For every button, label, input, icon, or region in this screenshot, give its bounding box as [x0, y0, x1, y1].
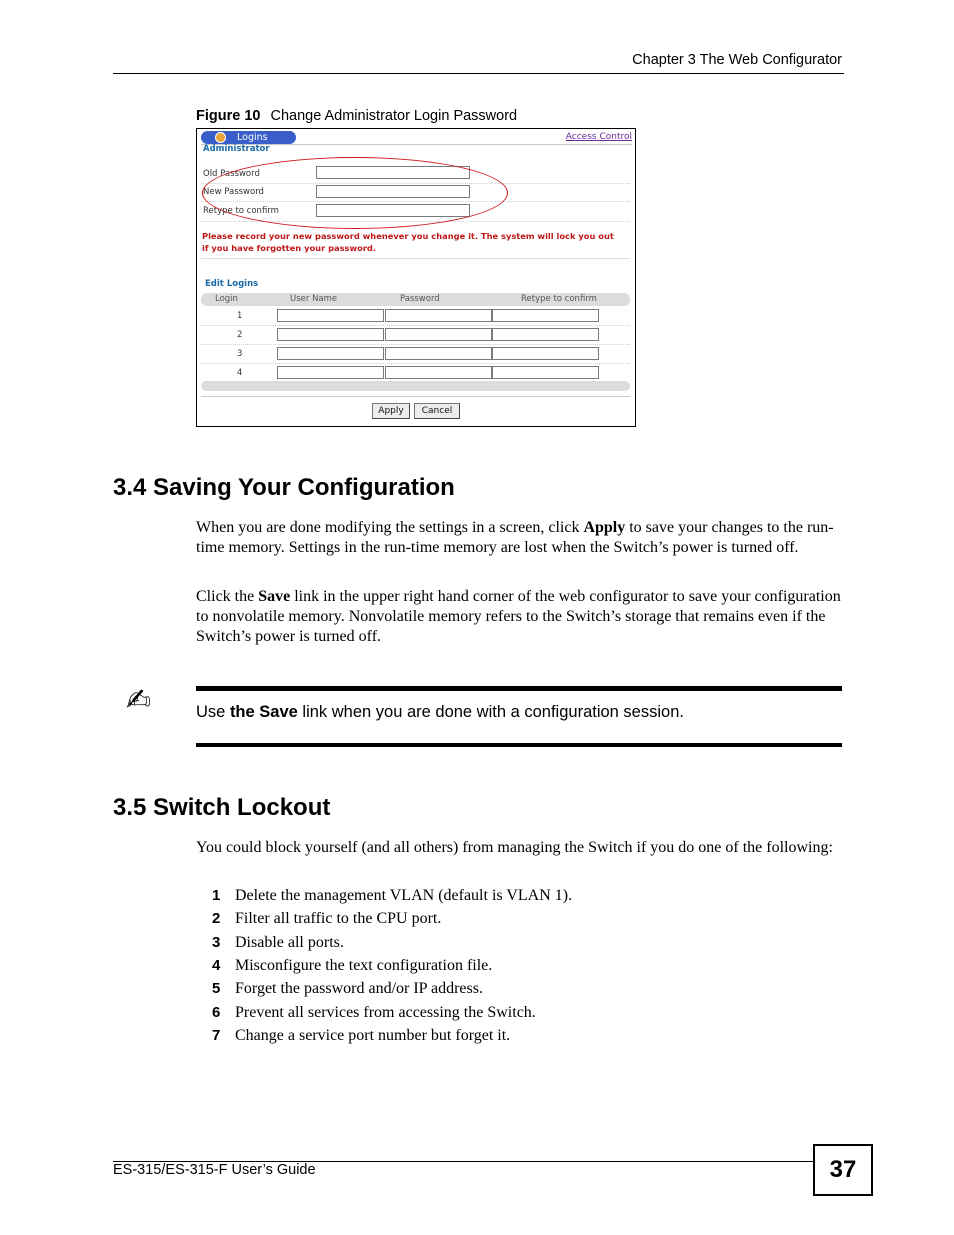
login-number: 2	[237, 330, 243, 340]
logins-table-header	[201, 293, 630, 306]
section-3-5-intro: You could block yourself (and all others) from managing the Switch if you do one of the following:	[196, 839, 833, 856]
section-3-4-paragraph-2: Click the Save link in the upper right hand corner of the web configurator to save your configuration to nonvolatile memory. Nonvolatile memory refers to the Switch’s storage that remains even if the Switch’s power is turned off.	[196, 588, 841, 645]
old-password-label: Old Password	[203, 169, 260, 179]
retype-input[interactable]	[492, 347, 599, 360]
header-rule	[113, 73, 844, 74]
running-head: Chapter 3 The Web Configurator	[632, 52, 842, 68]
figure-caption	[196, 108, 517, 124]
retype-input[interactable]	[492, 328, 599, 341]
save-emphasis: Save	[258, 588, 291, 605]
logins-table-footer	[201, 381, 630, 391]
user-name-input[interactable]	[277, 328, 384, 341]
new-password-label: New Password	[203, 187, 264, 197]
column-header-retype: Retype to confirm	[521, 294, 597, 304]
column-header-user-name: User Name	[290, 294, 338, 304]
login-number: 1	[237, 311, 243, 321]
page-number: 37	[813, 1144, 873, 1196]
retype-input[interactable]	[492, 309, 599, 322]
apply-button[interactable]: Apply	[372, 403, 410, 419]
note-box	[196, 686, 842, 747]
figure-label: Figure 10	[196, 108, 261, 124]
section-3-4-heading: 3.4 Saving Your Configuration	[113, 474, 455, 501]
table-row	[197, 345, 635, 364]
note-text: Use the Save link when you are done with a configuration session.	[196, 703, 684, 721]
tab-logins[interactable]	[201, 131, 296, 144]
logins-tab-icon	[215, 132, 226, 143]
edit-logins-heading: Edit Logins	[205, 279, 259, 289]
login-number: 3	[237, 349, 243, 359]
user-name-input[interactable]	[277, 366, 384, 379]
retype-input[interactable]	[492, 366, 599, 379]
tab-logins-label: Logins	[237, 132, 268, 143]
column-header-password: Password	[400, 294, 440, 304]
table-row	[197, 326, 635, 345]
note-pencil-icon: ✍	[126, 683, 152, 718]
column-header-login: Login	[215, 294, 238, 304]
cancel-button[interactable]: Cancel	[414, 403, 460, 419]
user-name-input[interactable]	[277, 347, 384, 360]
password-input[interactable]	[385, 347, 492, 360]
warning-line-1: Please record your new password whenever you change it. The system will lock you out	[202, 231, 614, 241]
retype-password-label: Retype to confirm	[203, 206, 279, 216]
password-input[interactable]	[385, 309, 492, 322]
access-control-link[interactable]: Access Control	[565, 132, 632, 142]
lockout-warning	[202, 230, 628, 254]
apply-emphasis: Apply	[583, 519, 626, 536]
note-emphasis: the Save	[229, 703, 298, 721]
password-input[interactable]	[385, 366, 492, 379]
figure-caption-text: Change Administrator Login Password	[270, 108, 518, 124]
highlight-ellipse	[202, 157, 508, 229]
section-3-4-paragraph-1: When you are done modifying the settings in a screen, click Apply to save your changes to the run-time memory. Settings in the run-time memory are lost when the Switch’s power is turned off.	[196, 519, 834, 556]
login-number: 4	[237, 368, 243, 378]
section-divider	[201, 258, 630, 259]
table-row	[197, 307, 635, 326]
button-divider	[201, 396, 630, 397]
guide-title: ES-315/ES-315-F User’s Guide	[113, 1162, 316, 1178]
section-3-5-heading: 3.5 Switch Lockout	[113, 794, 331, 821]
administrator-heading: Administrator	[203, 144, 270, 154]
warning-line-2: if you have forgotten your password.	[202, 243, 377, 253]
password-input[interactable]	[385, 328, 492, 341]
user-name-input[interactable]	[277, 309, 384, 322]
